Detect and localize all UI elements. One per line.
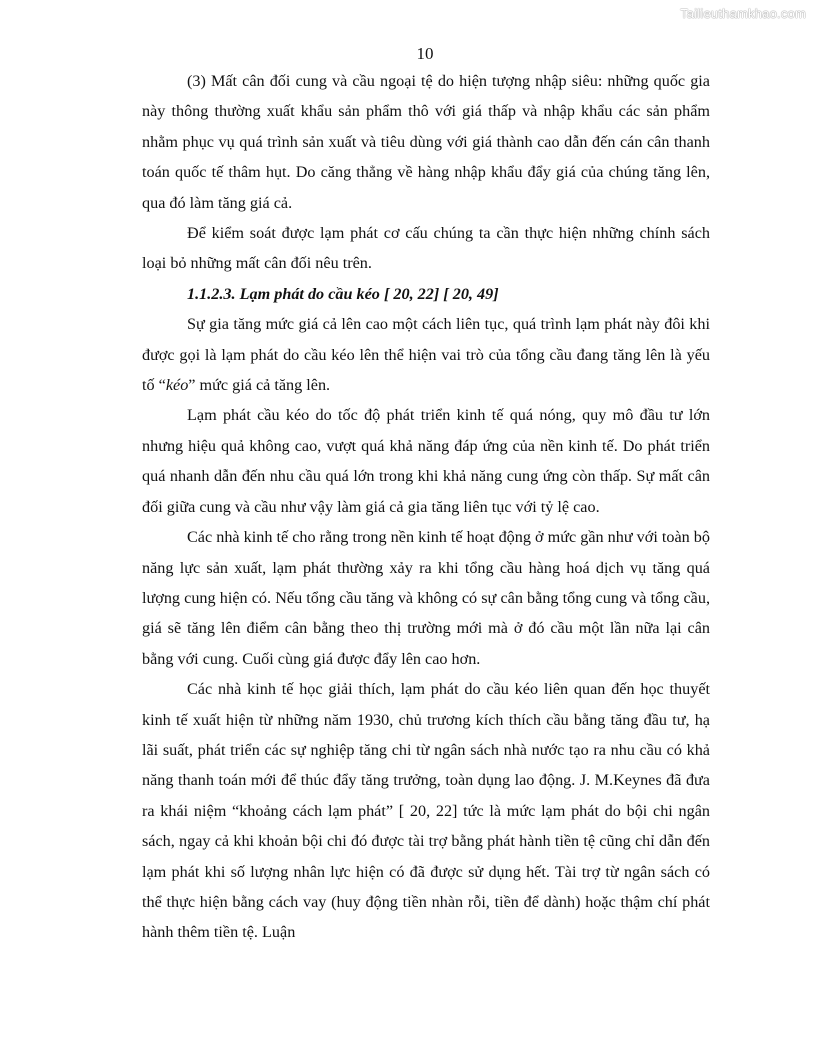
paragraph-demand-pull-definition	[142, 309, 710, 400]
paragraph-demand-pull-causes: Lạm phát cầu kéo do tốc độ phát triển kinh tế quá nóng, quy mô đầu tư lớn nhưng hiệu quả không cao, vượt quá khả năng đáp ứng của nền kinh tế. Do phát triển quá nhanh dẫn đến nhu cầu quá lớn trong khi khả năng cung ứng còn thấp. Sự mất cân đối giữa cung và cầu như vậy làm giá cả gia tăng liên tục với tỷ lệ cao.	[142, 406, 710, 516]
document-body	[142, 66, 710, 948]
section-heading: 1.1.2.3. Lạm phát do cầu kéo [ 20, 22] [ 20, 49]	[187, 284, 499, 303]
paragraph-text: ” mức giá cả tăng lên.	[188, 376, 331, 395]
page-number: 10	[416, 44, 434, 63]
watermark-text: Tailieuthamkhao.com	[680, 6, 806, 21]
paragraph-structural-imbalance: (3) Mất cân đối cung và cầu ngoại tệ do hiện tượng nhập siêu: những quốc gia này thông thường xuất khẩu sản phẩm thô với giá thấp và nhập khẩu các sản phẩm nhằm phục vụ quá trình sản xuất và tiêu dùng với giá thành cao dẫn đến cán cân thanh toán quốc tế thâm hụt. Do căng thẳng về hàng nhập khẩu đẩy giá của chúng tăng lên, qua đó làm tăng giá cả.	[142, 72, 710, 212]
paragraph-text: Sự gia tăng mức giá cả lên cao một cách liên tục, quá trình lạm phát này đôi khi được gọi là lạm phát do cầu kéo lên thể hiện vai trò của tổng cầu đang tăng lên là yếu tố “	[142, 315, 710, 395]
paragraph-economists-view: Các nhà kinh tế cho rằng trong nền kinh tế hoạt động ở mức gần như với toàn bộ năng lực sản xuất, lạm phát thường xảy ra khi tổng cầu hàng hoá dịch vụ tăng quá lượng cung hiện có. Nếu tổng cầu tăng và không có sự cân bằng tổng cung và tổng cầu, giá sẽ tăng lên điểm cân bằng theo thị trường mới mà ở đó cầu một lần nữa lại cân bằng với cung. Cuối cùng giá được đẩy lên cao hơn.	[142, 528, 710, 668]
paragraph-keynes-theory: Các nhà kinh tế học giải thích, lạm phát do cầu kéo liên quan đến học thuyết kinh tế xuất hiện từ những năm 1930, chủ trương kích thích cầu bằng tăng đầu tư, hạ lãi suất, phát triển các sự nghiệp tăng chi từ ngân sách nhà nước tạo ra nhu cầu có khả năng thanh toán mới để thúc đẩy tăng trưởng, toàn dụng lao động. J. M.Keynes đã đưa ra khái niệm “khoảng cách lạm phát” [ 20, 22] tức là mức lạm phát do bội chi ngân sách, ngay cả khi khoản bội chi đó được tài trợ bằng phát hành tiền tệ cũng chỉ dẫn đến lạm phát khi số lượng nhân lực hiện có đã được sử dụng hết. Tài trợ từ ngân sách có thể thực hiện bằng cách vay (huy động tiền nhàn rỗi, tiền để dành) hoặc thậm chí phát hành thêm tiền tệ. Luận	[142, 680, 710, 942]
paragraph-control-policy: Để kiểm soát được lạm phát cơ cấu chúng ta cần thực hiện những chính sách loại bỏ những mất cân đối nêu trên.	[142, 224, 710, 273]
emphasis-word: kéo	[165, 376, 189, 395]
